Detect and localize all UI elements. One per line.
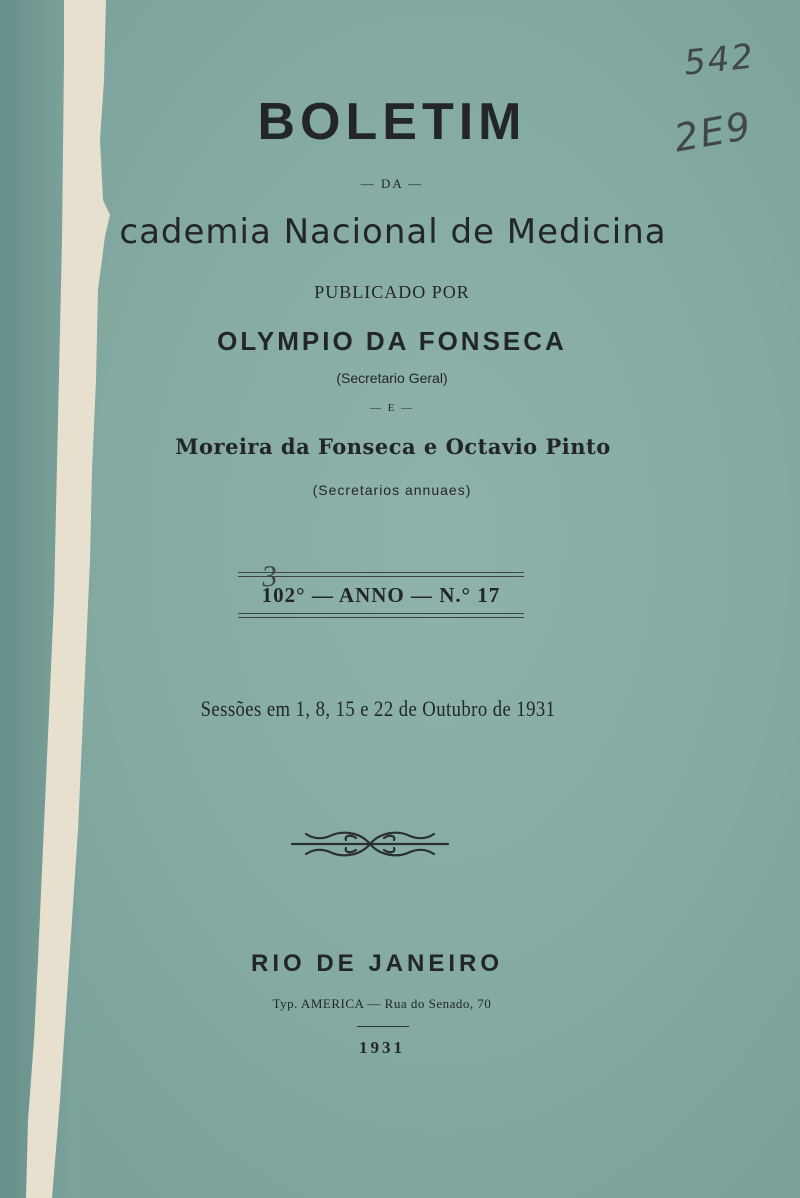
title: BOLETIM xyxy=(257,93,527,151)
city: RIO DE JANEIRO xyxy=(250,950,504,977)
da-label: — DA — xyxy=(360,176,424,191)
handwritten-note-2: 2E9 xyxy=(670,103,756,161)
co-editors: Moreira da Fonseca e Octavio Pinto xyxy=(175,434,611,459)
editor-role: (Secretario Geral) xyxy=(336,370,448,386)
co-editors-role: (Secretarios annuaes) xyxy=(312,482,472,498)
conjunction: — E — xyxy=(369,402,415,414)
handwritten-note-1: 542 xyxy=(682,36,757,84)
year: 1931 xyxy=(359,1038,405,1057)
divider xyxy=(357,1026,409,1027)
ornament-icon xyxy=(290,822,450,866)
editor-name: OLYMPIO DA FONSECA xyxy=(217,326,567,356)
institution-name: cademia Nacional de Medicina xyxy=(119,212,667,252)
issue-number: 102° — ANNO — N.° 17 xyxy=(261,583,501,607)
sessions-dates: Sessões em 1, 8, 15 e 22 de Outubro de 1931 xyxy=(200,696,556,721)
published-by: PUBLICADO POR xyxy=(314,282,470,302)
handwritten-correction: 3 xyxy=(260,559,279,594)
printer: Typ. AMERICA — Rua do Senado, 70 xyxy=(272,996,492,1011)
